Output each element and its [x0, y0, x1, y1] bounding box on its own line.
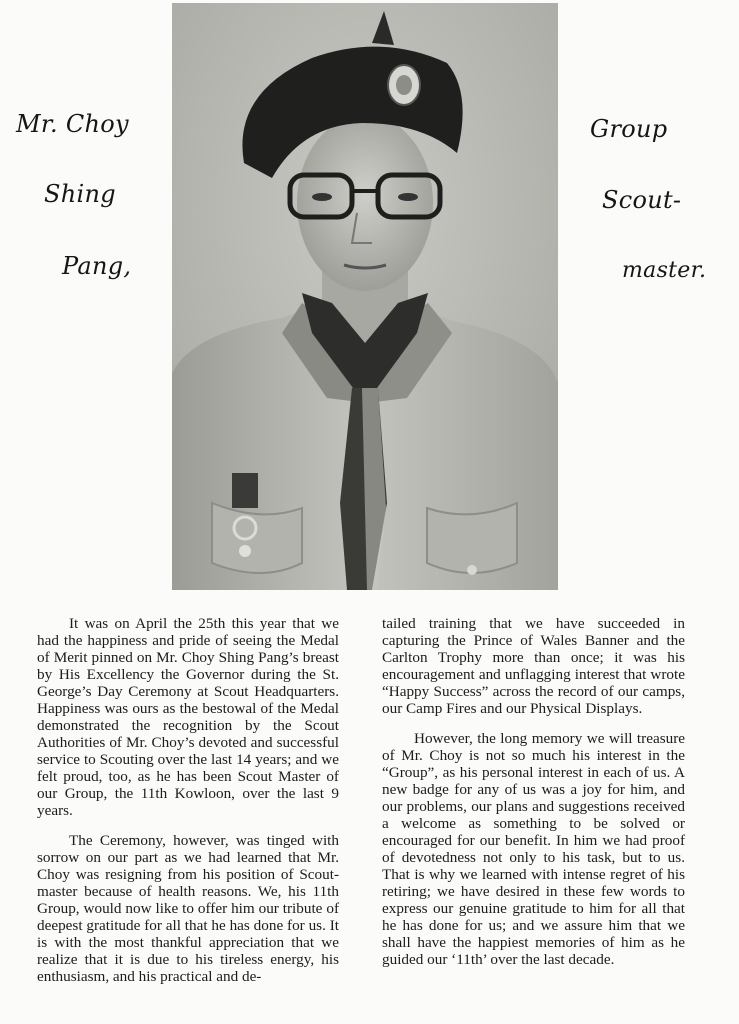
- caption-left-line-2: Shing: [44, 180, 116, 208]
- paragraph: The Ceremony, however, was tinged with sorrow on our part as we had learned that Mr. Choy was resigning from his position of Scout-master because of health reasons. We, his 11th Group, would now like to offer him our tribute of deepest gratitude for all that he has done for us. It is with the most thankful appreciation that we realize that it is due to his tireless energy, his enthusiasm, and his practical and de-: [37, 832, 339, 985]
- caption-left-line-3: Pang,: [62, 252, 132, 280]
- medal-ribbon: [232, 473, 258, 508]
- caption-right-line-1: Group: [590, 115, 668, 143]
- paragraph: tailed training that we have succeeded in capturing the Prince of Wales Banner and the Carlton Trophy more than once; it was his encouragement and unflagging interest that wrote “Happy Success” across the record of our camps, our Camp Fires and our Physical Displays.: [382, 615, 685, 717]
- caption-right-line-2: Scout-: [602, 186, 682, 214]
- paragraph: It was on April the 25th this year that we had the happiness and pride of seeing the Medal of Merit pinned on Mr. Choy Shing Pang’s breast by His Excellency the Governor during the St. George’s Day Ceremony at Scout Headquarters. Happiness was ours as the bestowal of the Medal demonstrated the recognition by the Scout Authorities of Mr. Choy’s devoted and successful service to Scouting over the last 14 years; and we felt proud, too, as he has been Scout Master of our Group, the 11th Kowloon, over the last 9 years.: [37, 615, 339, 819]
- caption-right-line-3: master.: [622, 258, 707, 283]
- article-right-column: [382, 615, 685, 968]
- paragraph: However, the long memory we will treasure of Mr. Choy is not so much his interest in the “Group”, as his personal interest in each of us. A new badge for any of us was a joy for him, and our problems, our plans and suggestions received a welcome as something to be solved or encouraged for our benefit. In him we had proof of devotedness not only to his task, but to us. That is why we learned with intense regret of his retiring; we have desired in these few words to express our genuine gratitude to him for all that he has done for us; and we assure him that we shall have the happiest memories of him as he guided our ‘11th’ over the last decade.: [382, 730, 685, 968]
- face: [297, 115, 433, 291]
- caption-left-line-1: Mr. Choy: [16, 110, 129, 138]
- portrait-illustration: [172, 3, 558, 590]
- article-left-column: [37, 615, 339, 985]
- portrait-photo: [172, 3, 558, 590]
